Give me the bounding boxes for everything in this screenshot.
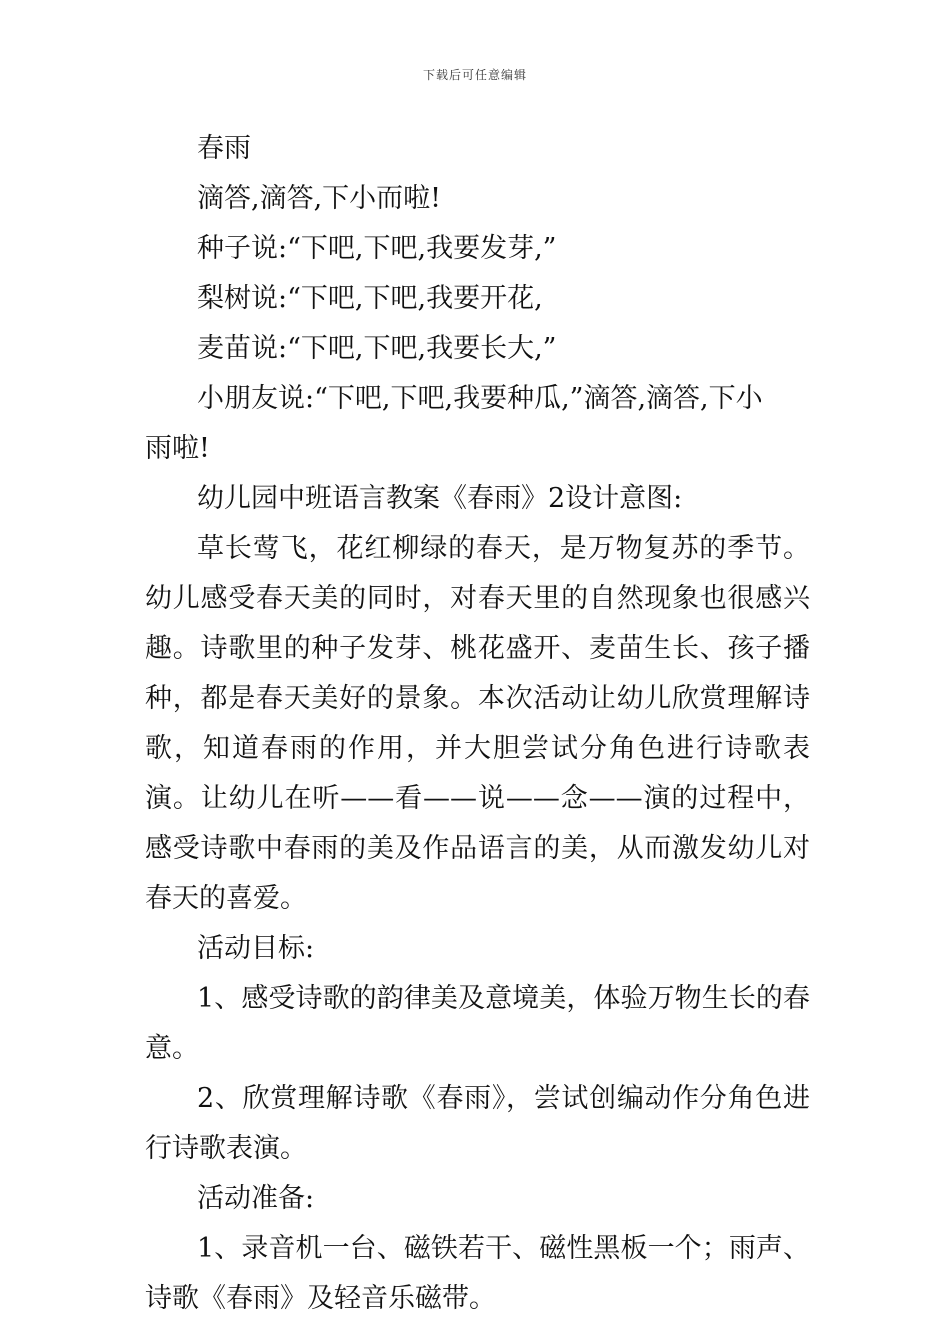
preparation-item-1: 1、录音机一台、磁铁若干、磁性黑板一个；雨声、诗歌《春雨》及轻音乐磁带。 [145,1233,810,1314]
poem-line-5a: 小朋友说:“下吧,下吧,我要种瓜,”滴答,滴答,下小 [197,383,763,414]
goal-item-2: 2、欣赏理解诗歌《春雨》，尝试创编动作分角色进行诗歌表演。 [145,1083,810,1164]
poem-line-5b: 雨啦! [145,433,210,464]
intro-paragraph: 草长莺飞，花红柳绿的春天，是万物复苏的季节。幼儿感受春天美的同时，对春天里的自然现象也很感兴趣。诗歌里的种子发芽、桃花盛开、麦苗生长、孩子播种，都是春天美好的景象。本次活动让幼儿欣赏理解诗歌，知道春雨的作用，并大胆尝试分角色进行诗歌表演。让幼儿在听——看——说——念——演的过程中，感受诗歌中春雨的美及作品语言的美，从而激发幼儿对春天的喜爱。 [145,533,810,914]
section-title: 幼儿园中班语言教案《春雨》2设计意图: [197,483,683,514]
poem-line-1: 滴答,滴答,下小而啦! [197,183,442,214]
preparation-heading: 活动准备: [197,1183,315,1214]
poem-title: 春雨 [197,133,251,164]
poem-line-4: 麦苗说:“下吧,下吧,我要长大,” [197,333,557,364]
goal-item-1: 1、感受诗歌的韵律美及意境美，体验万物生长的春意。 [145,983,810,1064]
poem-line-2: 种子说:“下吧,下吧,我要发芽,” [197,233,557,264]
document-body [145,124,810,1324]
poem-line-3: 梨树说:“下吧,下吧,我要开花, [197,283,543,314]
page-header: 下载后可任意编辑 [422,68,527,82]
goals-heading: 活动目标: [197,933,315,964]
